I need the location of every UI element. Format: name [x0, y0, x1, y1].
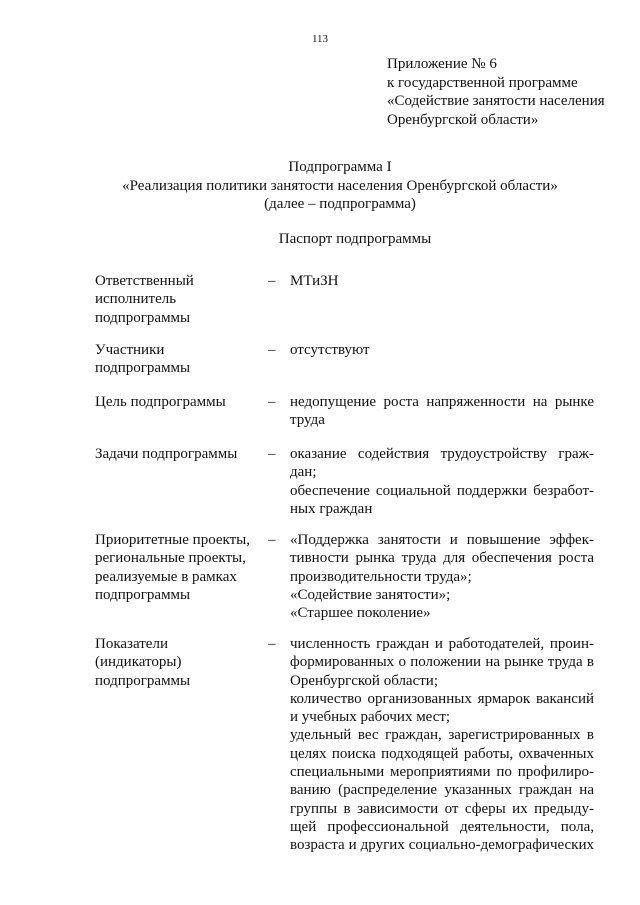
- label-line: подпрограммы: [95, 360, 191, 377]
- appendix-line: «Содействие занятости населения: [387, 93, 605, 109]
- row-value: [290, 635, 594, 855]
- row-label: [95, 531, 265, 604]
- row-label: [95, 445, 265, 463]
- row-value: [290, 445, 594, 518]
- value-line: формированных о положении на рынке труда в: [290, 654, 594, 671]
- passport-title: Паспорт подпрограммы: [278, 231, 432, 247]
- value-line: удельный вес граждан, зарегистрированных в: [290, 727, 594, 744]
- value-line: группы в зависимости от сферы их предыду-: [290, 800, 594, 817]
- label-line: исполнитель: [95, 291, 177, 308]
- row-dash: –: [268, 532, 276, 548]
- value-line: тивности рынка труда для обеспечения роста: [290, 550, 594, 567]
- row-label: [95, 635, 265, 690]
- label-line: Цель подпрограммы: [95, 394, 226, 410]
- label-line: подпрограммы: [95, 586, 191, 603]
- label-line: реализуемые в рамках: [95, 568, 237, 585]
- appendix-line: Оренбургской области»: [387, 111, 539, 128]
- label-line: Показатели: [95, 636, 168, 652]
- value-line: труда: [290, 412, 325, 429]
- value-line: целях поиска подходящей работы, охваченных: [290, 745, 594, 762]
- appendix-header: [387, 55, 605, 129]
- value-line: МТиЗН: [290, 273, 339, 289]
- label-line: Ответственный: [95, 273, 194, 289]
- label-line: Приоритетные проекты,: [95, 532, 251, 548]
- row-value: [290, 272, 594, 290]
- value-line: специальными мероприятиями по профилиро-: [290, 764, 594, 781]
- value-line: ных граждан: [290, 500, 373, 517]
- value-line: возраста и других социально-демографических: [290, 837, 594, 854]
- subprogram-title-block: [0, 158, 640, 214]
- row-label: [95, 341, 265, 378]
- value-line: обеспечение социальной поддержки безработ-: [290, 482, 594, 499]
- subprogram-title: Подпрограмма I: [288, 159, 392, 175]
- label-line: подпрограммы: [95, 672, 191, 689]
- row-label: [95, 272, 265, 327]
- value-line: отсутствуют: [290, 342, 370, 358]
- value-line: оказание содействия трудоустройству граж-: [290, 446, 594, 462]
- label-line: подпрограммы: [95, 309, 191, 326]
- row-dash: –: [268, 636, 276, 652]
- row-label: [95, 393, 265, 411]
- page-number: 113: [311, 33, 329, 45]
- value-line: щей профессиональной деятельности, пола,: [290, 818, 594, 835]
- row-value: [290, 341, 594, 359]
- subprogram-note: (далее – подпрограмма): [264, 196, 416, 212]
- value-line: производительности труда»;: [290, 568, 472, 585]
- label-line: (индикаторы): [95, 654, 182, 671]
- subprogram-name: «Реализация политики занятости населения Оренбургской области»: [122, 177, 558, 194]
- row-dash: –: [268, 446, 276, 462]
- row-value: [290, 393, 594, 430]
- value-line: количество организованных ярмарок вакансий: [290, 690, 594, 707]
- value-line: «Старшее поколение»: [290, 605, 431, 622]
- value-line: численность граждан и работодателей, проин-: [290, 636, 594, 652]
- label-line: Участники: [95, 342, 165, 358]
- value-line: «Поддержка занятости и повышение эффек-: [290, 532, 594, 548]
- value-line: дан;: [290, 464, 317, 481]
- row-dash: –: [268, 394, 276, 410]
- value-line: Оренбургской области;: [290, 672, 439, 689]
- value-line: недопущение роста напряженности на рынке: [290, 394, 594, 410]
- label-line: Задачи подпрограммы: [95, 446, 238, 462]
- row-dash: –: [268, 342, 276, 358]
- label-line: региональные проекты,: [95, 550, 246, 567]
- value-line: «Содействие занятости»;: [290, 586, 451, 603]
- appendix-line: к государственной программе: [387, 74, 578, 91]
- appendix-line: Приложение № 6: [387, 56, 497, 72]
- row-dash: –: [268, 273, 276, 289]
- value-line: ванию (распределение указанных граждан на: [290, 782, 594, 799]
- row-value: [290, 531, 594, 622]
- value-line: и учебных рабочих мест;: [290, 709, 451, 726]
